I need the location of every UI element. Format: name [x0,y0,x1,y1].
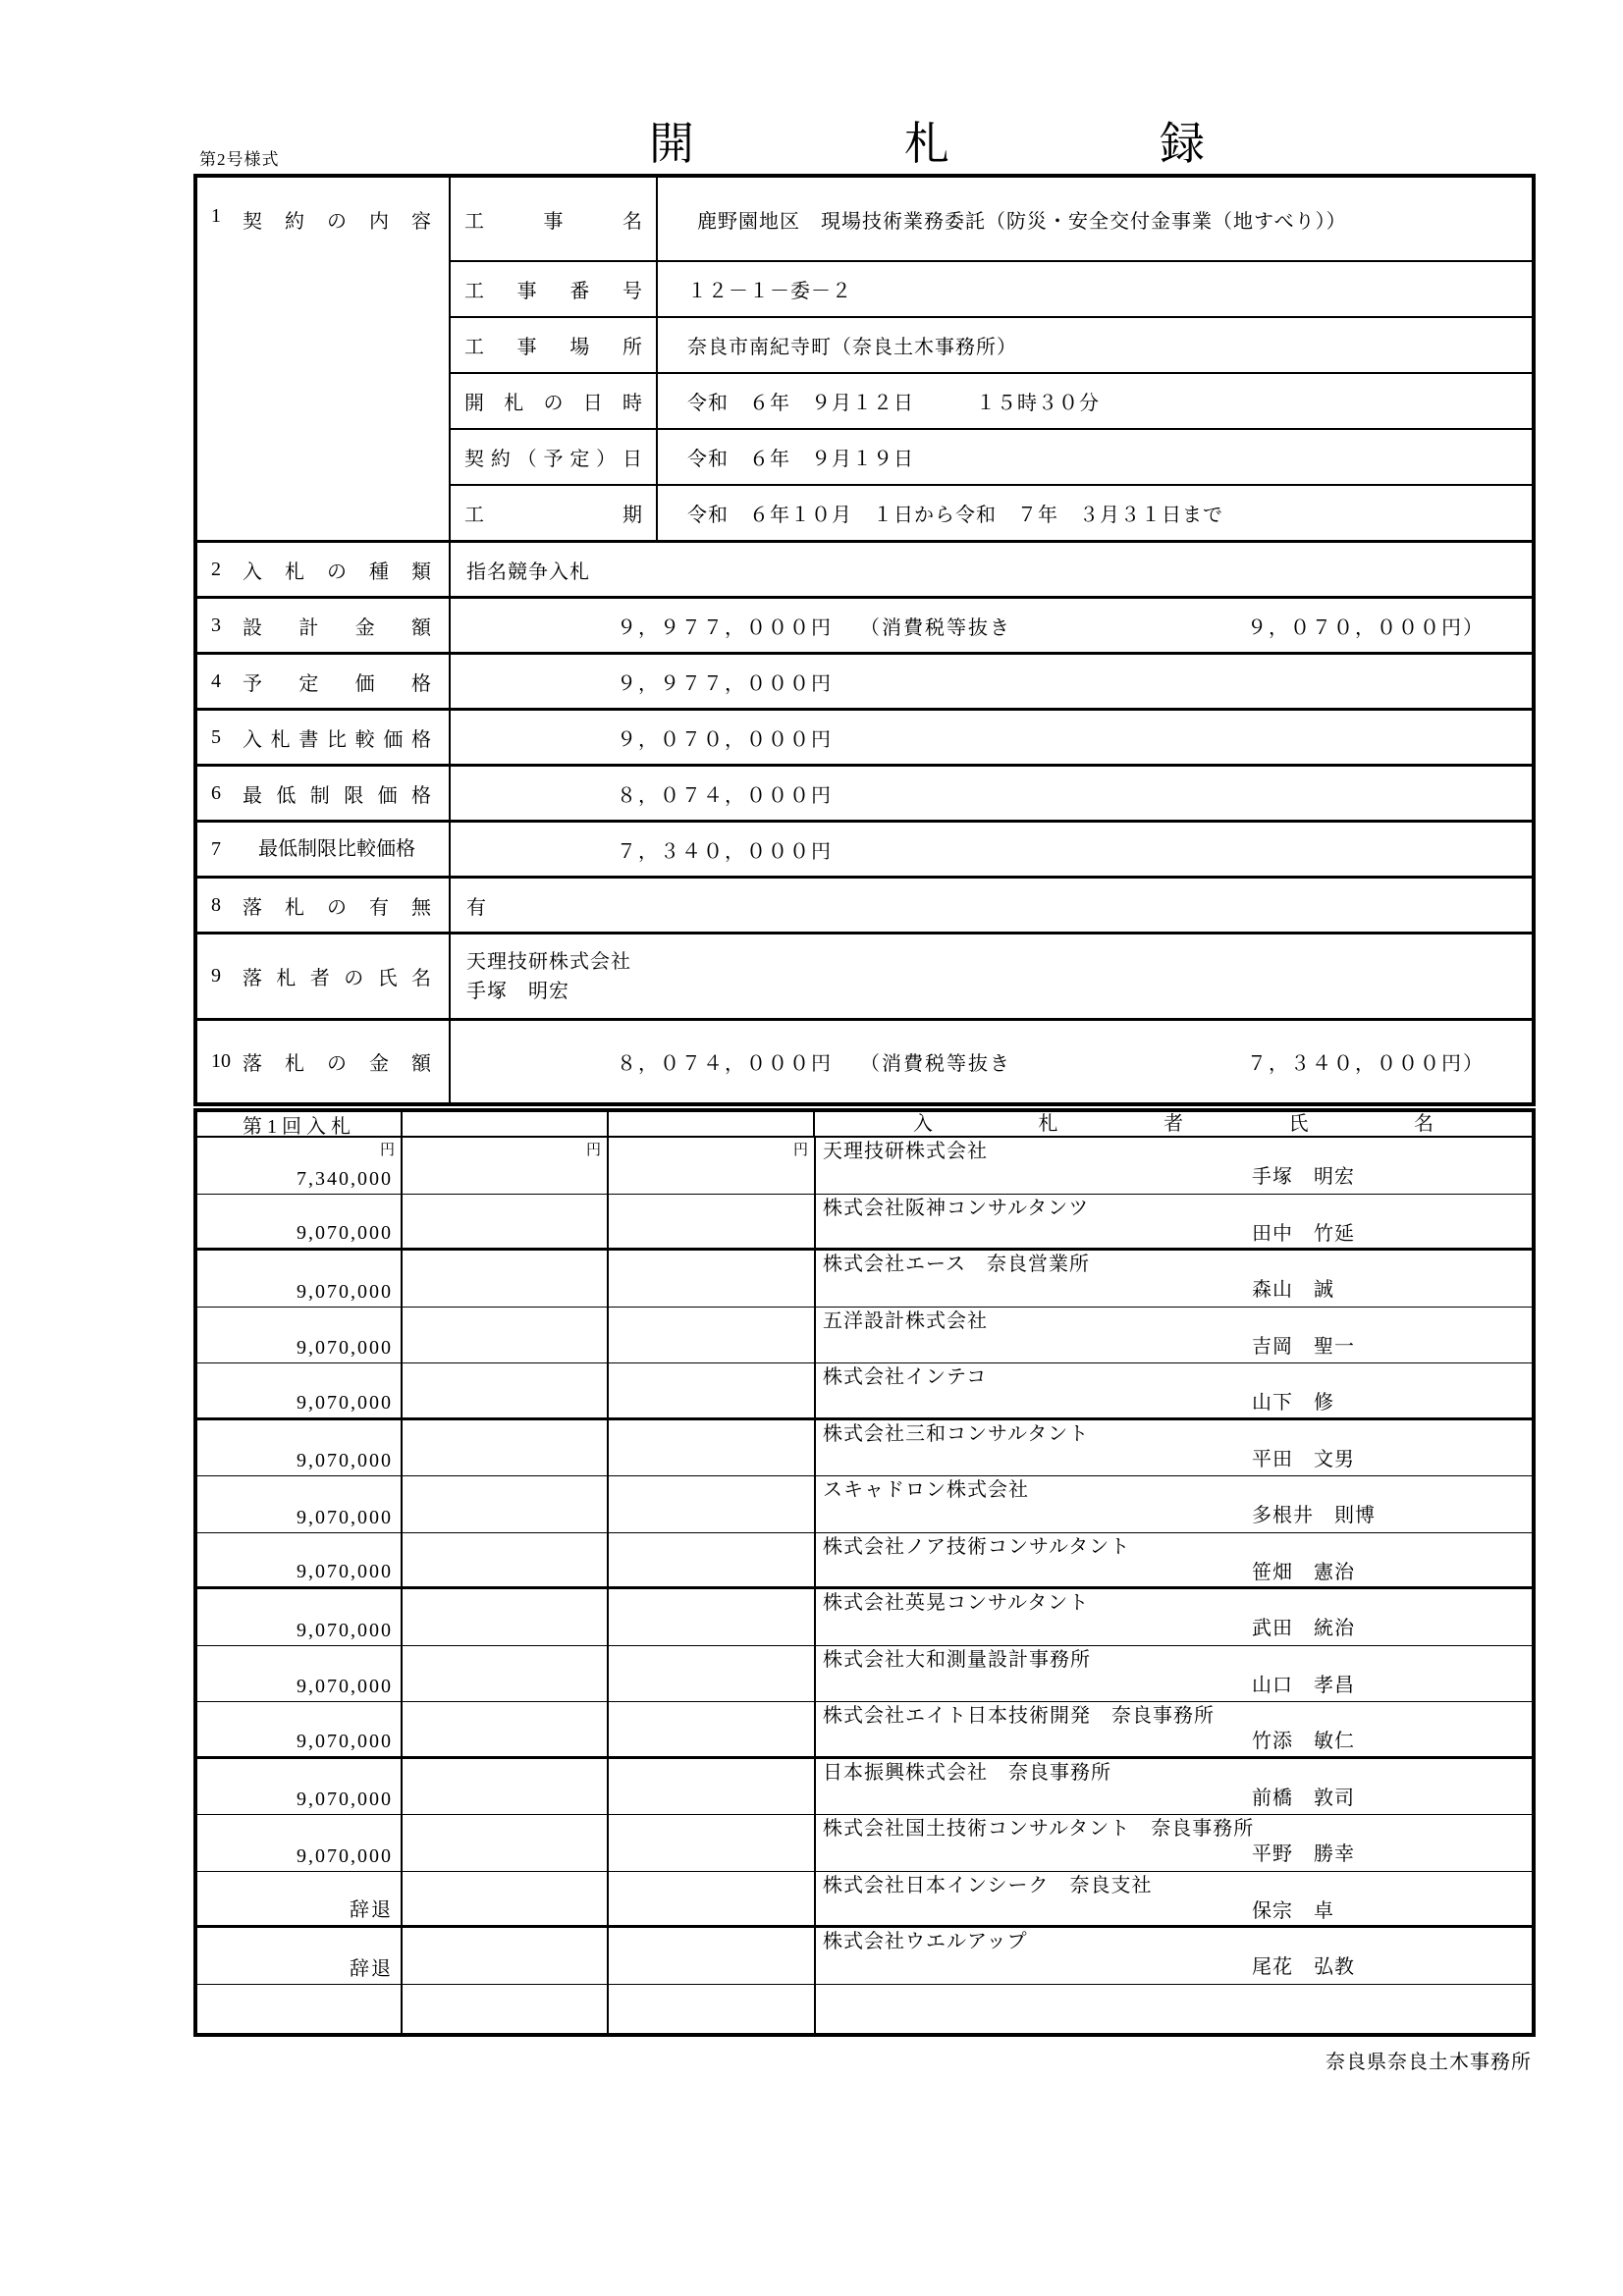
bid-row [197,1308,1532,1364]
bid-amount: 9,070,000 [297,1450,393,1471]
bid-round-header: 第1回入札 [197,1112,403,1136]
bid-results-table [193,1108,1536,2037]
bid-row [197,1872,1532,1929]
tax-excluded-amount: ９，０７０，０００円） [1247,616,1485,639]
amount-value: ９，９７７，０００円 [617,616,833,639]
bid-row [197,1476,1532,1533]
bidder-person: 吉岡 聖一 [1252,1335,1355,1358]
bid-amount: 9,070,000 [297,1222,393,1244]
row-number: 7 [211,837,221,860]
bid-row [197,1420,1532,1477]
bidder-person: 山下 修 [1252,1392,1334,1414]
bid-amount: 9,070,000 [297,1844,393,1867]
bidder-company: 日本振興株式会社 奈良事務所 [823,1761,1111,1784]
bid-amount: 9,070,000 [297,1789,393,1810]
amount-value: ８，０７４，０００円 [617,784,833,807]
bid-row [197,1533,1532,1590]
bid-amount: 辞退 [350,1957,393,1980]
bidder-company: 株式会社日本インシーク 奈良支社 [823,1874,1153,1896]
row-label-text: 落札の有無 [243,896,431,919]
bidder-person: 保宗 卓 [1252,1899,1334,1922]
yen-unit: 円 [792,1143,808,1158]
row-contract-content [197,178,1532,540]
bidder-person: 竹添 敏仁 [1252,1731,1355,1752]
row-label-text: 最低制限価格 [243,784,431,807]
bidder-company: 株式会社エース 奈良営業所 [823,1254,1090,1275]
bid-row [197,1251,1532,1308]
row-design-amount [197,596,1532,652]
amount-value: ７，３４０，０００円 [617,840,833,863]
field-label: 工事場所 [464,337,642,358]
bidder-person: 武田 統治 [1252,1618,1355,1639]
bidder-company: 株式会社ウエルアップ [823,1931,1028,1952]
winner-company: 天理技研株式会社 [466,950,631,973]
field-label: 工事名 [464,210,642,233]
bidder-company: 株式会社大和測量設計事務所 [823,1648,1091,1671]
field-label: 工事番号 [464,281,642,302]
bidder-name-header: 入札者氏名 [913,1113,1434,1135]
contract-info-table [193,174,1536,1106]
bid-amount: 9,070,000 [297,1391,393,1414]
bidder-company: 株式会社阪神コンサルタンツ [823,1197,1090,1219]
bid-amount: 9,070,000 [297,1337,393,1359]
row-label-text: 契約の内容 [243,211,431,233]
row-number: 6 [211,781,221,804]
bid-amount: 7,340,000 [297,1167,393,1190]
row-number: 10 [211,1050,231,1072]
bid-amount: 9,070,000 [297,1506,393,1528]
row-number: 5 [211,725,221,748]
bid-amount: 9,070,000 [297,1619,393,1641]
row-value: 指名競争入札 [466,561,590,583]
bidder-company: 五洋設計株式会社 [823,1309,988,1332]
row-label-text: 予定価格 [243,672,431,695]
row-bid-comparison-price [197,708,1532,764]
bid-row [197,1589,1532,1646]
row-work-site [451,316,1532,372]
form-number-label: 第2号様式 [199,150,280,169]
bid-amount: 9,070,000 [297,1730,393,1752]
row-number: 8 [211,893,221,916]
document-title [649,119,1205,169]
amount-value: ８，０７４，０００円 [617,1053,833,1075]
bidder-person: 田中 竹延 [1252,1222,1355,1245]
row-award-amount [197,1018,1532,1102]
bid-row [197,1702,1532,1759]
winner-person: 手塚 明宏 [466,980,569,1002]
bid-row [197,1815,1532,1872]
bidder-company: 株式会社英晃コンサルタント [823,1592,1090,1614]
field-label: 工期 [464,505,642,526]
bidder-person: 尾花 弘教 [1252,1956,1355,1978]
row-number: 3 [211,614,221,636]
bid-amount: 9,070,000 [297,1676,393,1697]
row-label-text: 落札者の氏名 [243,968,431,989]
bidder-company: 株式会社三和コンサルタント [823,1422,1090,1445]
field-value: 鹿野園地区 現場技術業務委託（防災・安全交付金事業（地すべり）） [697,210,1347,233]
field-label: 契約（予定）日 [464,449,642,470]
row-number: 9 [211,965,221,987]
bidder-company: 株式会社ノア技術コンサルタント [823,1535,1131,1558]
bid-row-empty [197,1985,1532,2034]
title-char: 録 [1160,119,1205,169]
row-number: 2 [211,558,221,580]
bidder-company: 株式会社エイト日本技術開発 奈良事務所 [823,1705,1215,1727]
row-work-name [451,178,1532,260]
bidder-company: 株式会社国土技術コンサルタント 奈良事務所 [823,1818,1255,1840]
row-award-existence [197,876,1532,932]
bid-amount: 辞退 [350,1899,393,1921]
title-char: 札 [904,119,949,169]
row-bid-type [197,540,1532,596]
row-number: 4 [211,669,221,692]
row-label-text: 最低制限比較価格 [258,837,415,860]
amount-value: ９，９７７，０００円 [617,672,833,695]
bidder-company: 天理技研株式会社 [823,1141,988,1162]
bidder-person: 前橋 敦司 [1252,1787,1355,1809]
yen-unit: 円 [585,1143,601,1158]
row-value: 有 [466,896,487,919]
bidder-person: 森山 誠 [1252,1279,1334,1301]
row-planned-price [197,652,1532,708]
bid-amount: 9,070,000 [297,1561,393,1582]
row-work-period [451,484,1532,540]
bid-row [197,1138,1532,1195]
bid-table-header [197,1112,1532,1138]
row-winner-name [197,932,1532,1018]
bidder-company: スキャドロン株式会社 [823,1479,1029,1501]
issuing-office: 奈良県奈良土木事務所 [1325,2052,1532,2073]
field-value: 令和 ６年 ９月１２日 １５時３０分 [687,393,1100,414]
tax-note: （消費税等抜き [860,616,1011,639]
bidder-person: 手塚 明宏 [1252,1166,1355,1188]
row-label [197,178,451,540]
field-value: 奈良市南紀寺町（奈良土木事務所） [687,337,1017,358]
bid-row [197,1759,1532,1816]
bidder-person: 平田 文男 [1252,1448,1355,1470]
field-value: 令和 ６年１０月 １日から令和 ７年 ３月３１日まで [687,505,1223,526]
bidder-person: 笹畑 憲治 [1252,1561,1355,1583]
tax-excluded-amount: ７，３４０，０００円） [1247,1053,1485,1075]
row-opening-datetime [451,372,1532,428]
field-value: １２－１－委－２ [687,281,852,302]
amount-value: ９，０７０，０００円 [617,728,833,751]
bidder-person: 山口 孝昌 [1252,1674,1355,1696]
row-label-text: 設計金額 [243,616,431,639]
bidder-person: 多根井 則博 [1252,1505,1376,1526]
title-char: 開 [649,119,694,169]
row-label-text: 入札書比較価格 [243,728,431,751]
row-label-text: 落札の金額 [243,1053,431,1075]
bid-row [197,1363,1532,1420]
row-number: 1 [211,205,221,227]
yen-unit: 円 [379,1143,395,1158]
bid-row [197,1928,1532,1985]
row-minimum-price [197,764,1532,820]
row-minimum-comparison-price [197,820,1532,876]
bidder-company: 株式会社インテコ [823,1366,988,1388]
tax-note: （消費税等抜き [860,1053,1011,1075]
bid-row [197,1195,1532,1252]
field-label: 開札の日時 [464,393,642,414]
bid-row [197,1646,1532,1703]
field-value: 令和 ６年 ９月１９日 [687,449,914,470]
row-label-text: 入札の種類 [243,561,431,583]
bidder-person: 平野 勝幸 [1252,1843,1355,1865]
row-contract-date [451,428,1532,484]
row-work-number [451,260,1532,316]
bid-amount: 9,070,000 [297,1280,393,1303]
